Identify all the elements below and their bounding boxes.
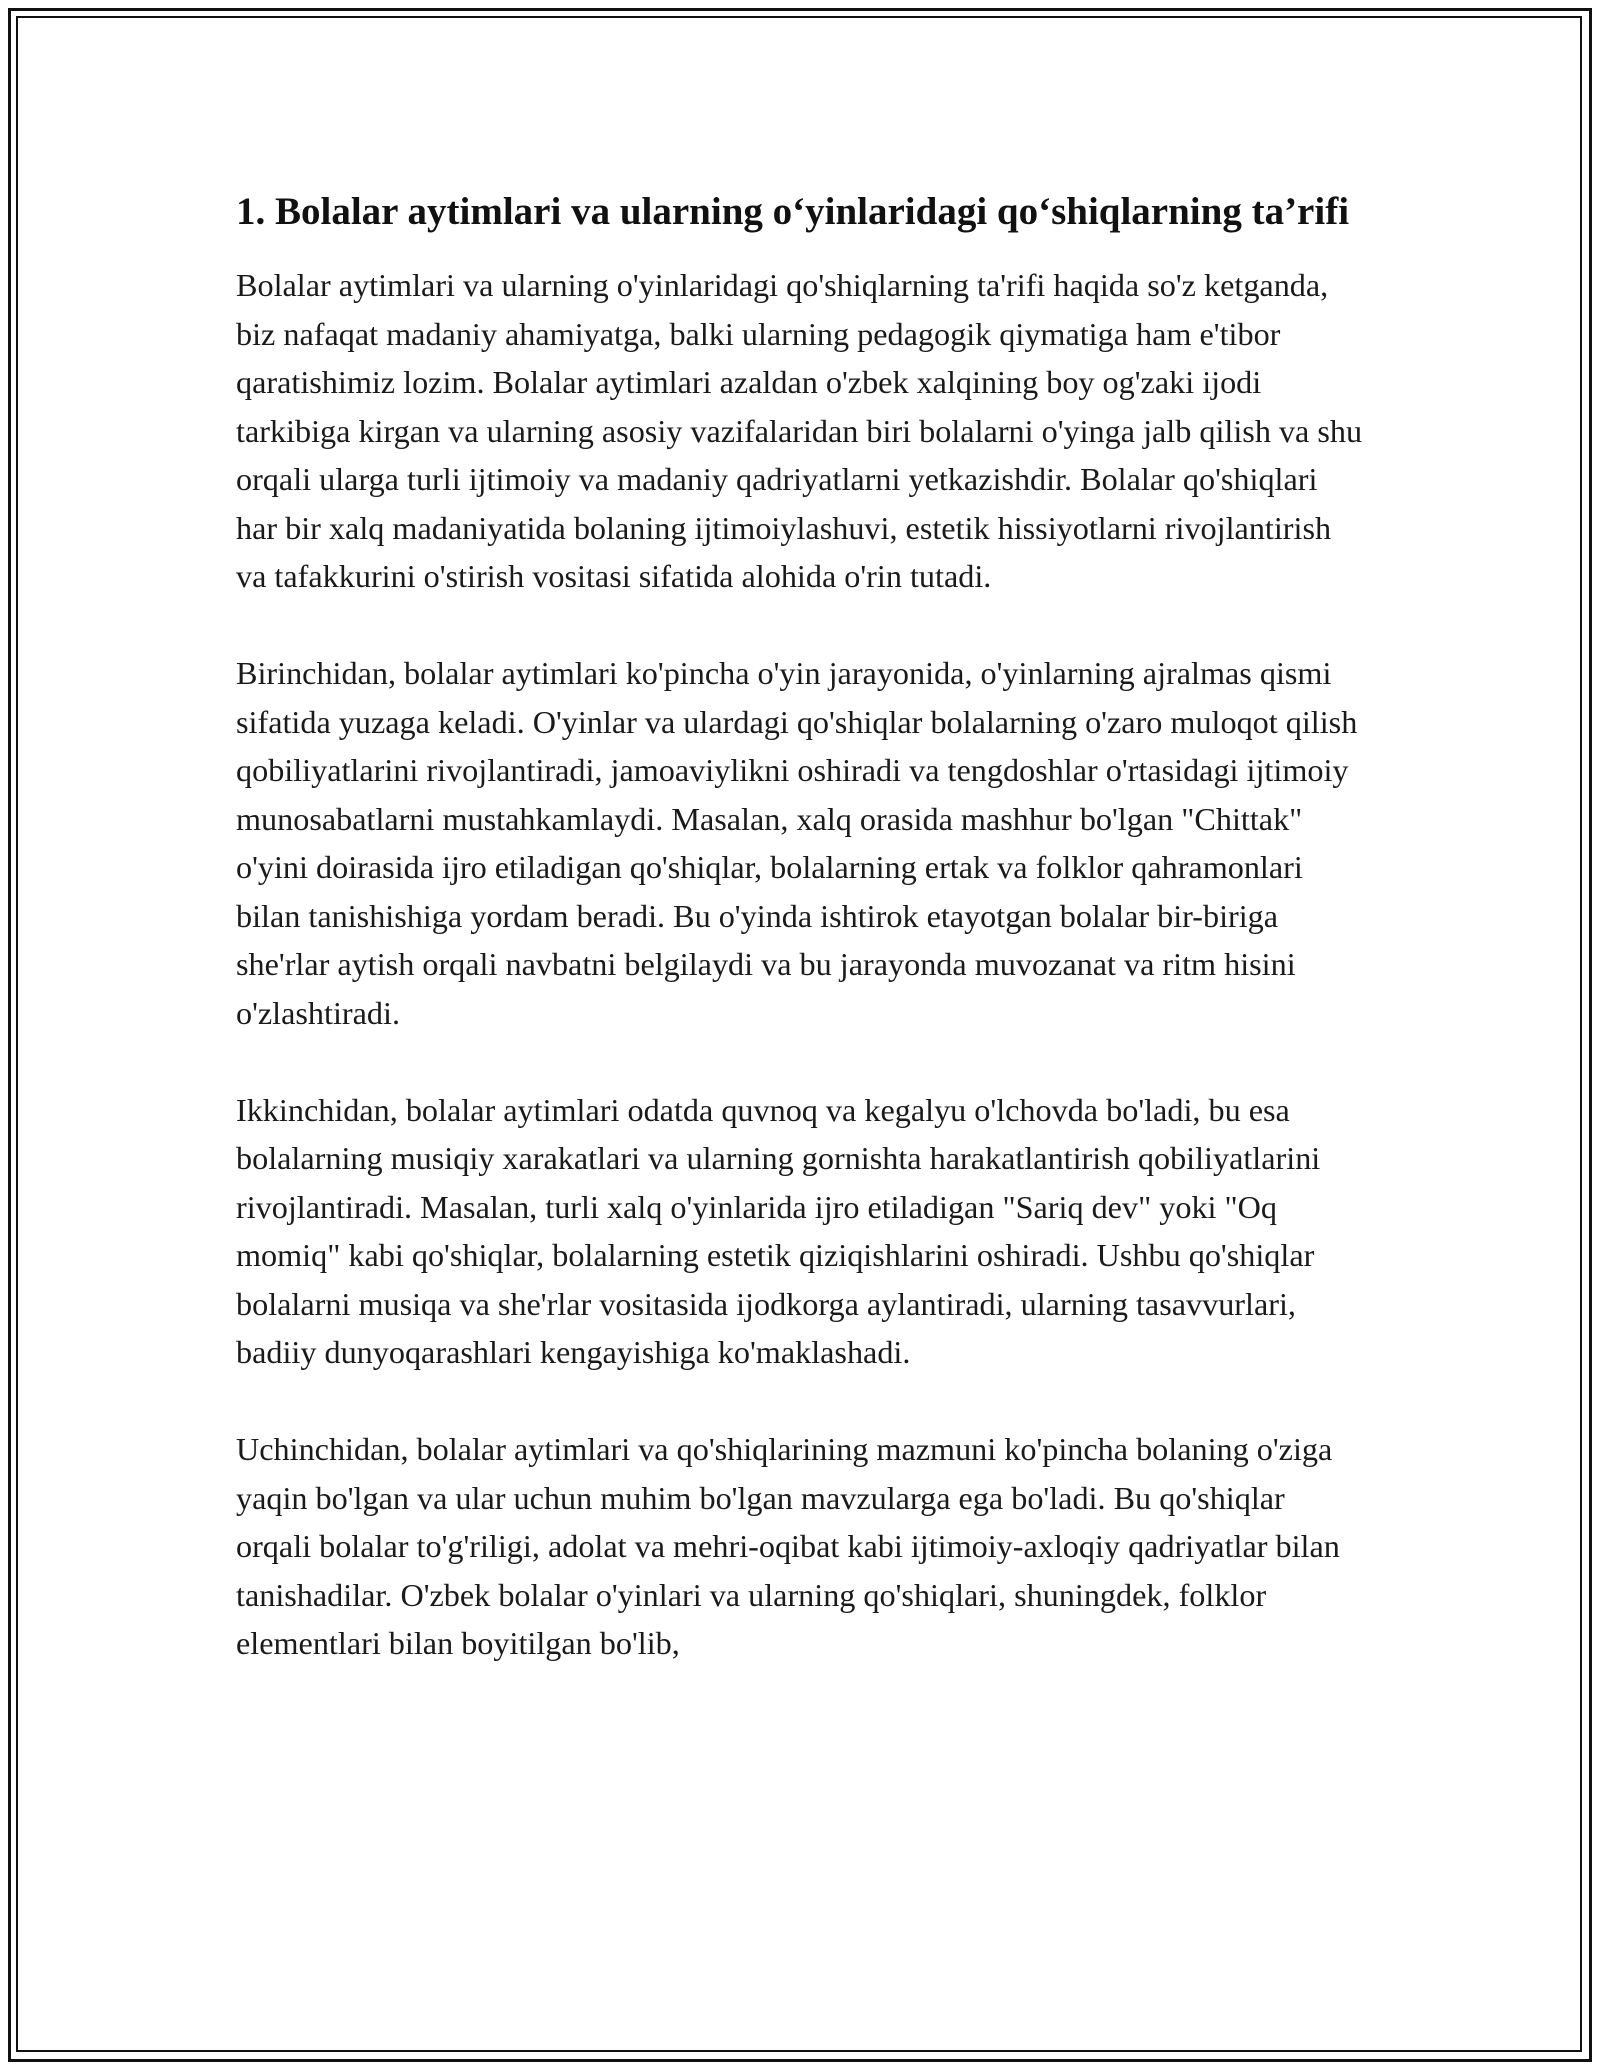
paragraph-4: Uchinchidan, bolalar aytimlari va qo'shiqlarining mazmuni ko'pincha bolaning o'ziga yaqin bo'lgan va ular uchun muhim bo'lgan mavzularga ega bo'ladi. Bu qo'shiqlar orqali bolalar to'g'riligi, adolat va mehri-oqibat kabi ijtimoiy-axloqiy qadriyatlar bilan tanishadilar. O'zbek bolalar o'yinlari va ularning qo'shiqlari, shuningdek, folklor elementlari bilan boyitilgan bo'lib,	[236, 1431, 1340, 1661]
paragraph-1: Bolalar aytimlari va ularning o'yinlaridagi qo'shiqlarning ta'rifi haqida so'z ketganda, biz nafaqat madaniy ahamiyatga, balki ularning pedagogik qiymatiga ham e'tibor qaratishimiz lozim. Bolalar aytimlari azaldan o'zbek xalqining boy og'zaki ijodi tarkibiga kirgan va ularning asosiy vazifalaridan biri bolalarni o'yinga jalb qilish va shu orqali ularga turli ijtimoiy va madaniy qadriyatlarni yetkazishdir. Bolalar qo'shiqlari har bir xalq madaniyatida bolaning ijtimoiylashuvi, estetik hissiyotlarni rivojlantirish va tafakkurini o'stirish vositasi sifatida alohida o'rin tutadi.	[236, 267, 1363, 594]
paragraph-2: Birinchidan, bolalar aytimlari ko'pincha o'yin jarayonida, o'yinlarning ajralmas qismi sifatida yuzaga keladi. O'yinlar va ulardagi qo'shiqlar bolalarning o'zaro muloqot qilish qobiliyatlarini rivojlantiradi, jamoaviylikni oshiradi va tengdoshlar o'rtasidagi ijtimoiy munosabatlarni mustahkamlaydi. Masalan, xalq orasida mashhur bo'lgan "Chittak" o'yini doirasida ijro etiladigan qo'shiqlar, bolalarning ertak va folklor qahramonlari bilan tanishishiga yordam beradi. Bu o'yinda ishtirok etayotgan bolalar bir-biriga she'rlar aytish orqali navbatni belgilaydi va bu jarayonda muvozanat va ritm hisini o'zlashtiradi.	[236, 655, 1358, 1031]
document-page	[236, 185, 1366, 1716]
section-heading: 1. Bolalar aytimlari va ularning o‘yinlaridagi qo‘shiqlarning ta’rifi	[236, 190, 1350, 233]
paragraph-3: Ikkinchidan, bolalar aytimlari odatda quvnoq va kegalyu o'lchovda bo'ladi, bu esa bolalarning musiqiy xarakatlari va ularning gornishta harakatlantirish qobiliyatlarini rivojlantiradi. Masalan, turli xalq o'yinlarida ijro etiladigan "Sariq dev" yoki "Oq momiq" kabi qo'shiqlar, bolalarning estetik qiziqishlarini oshiradi. Ushbu qo'shiqlar bolalarni musiqa va she'rlar vositasida ijodkorga aylantiradi, ularning tasavvurlari, badiiy dunyoqarashlari kengayishiga ko'maklashadi.	[236, 1091, 1321, 1370]
